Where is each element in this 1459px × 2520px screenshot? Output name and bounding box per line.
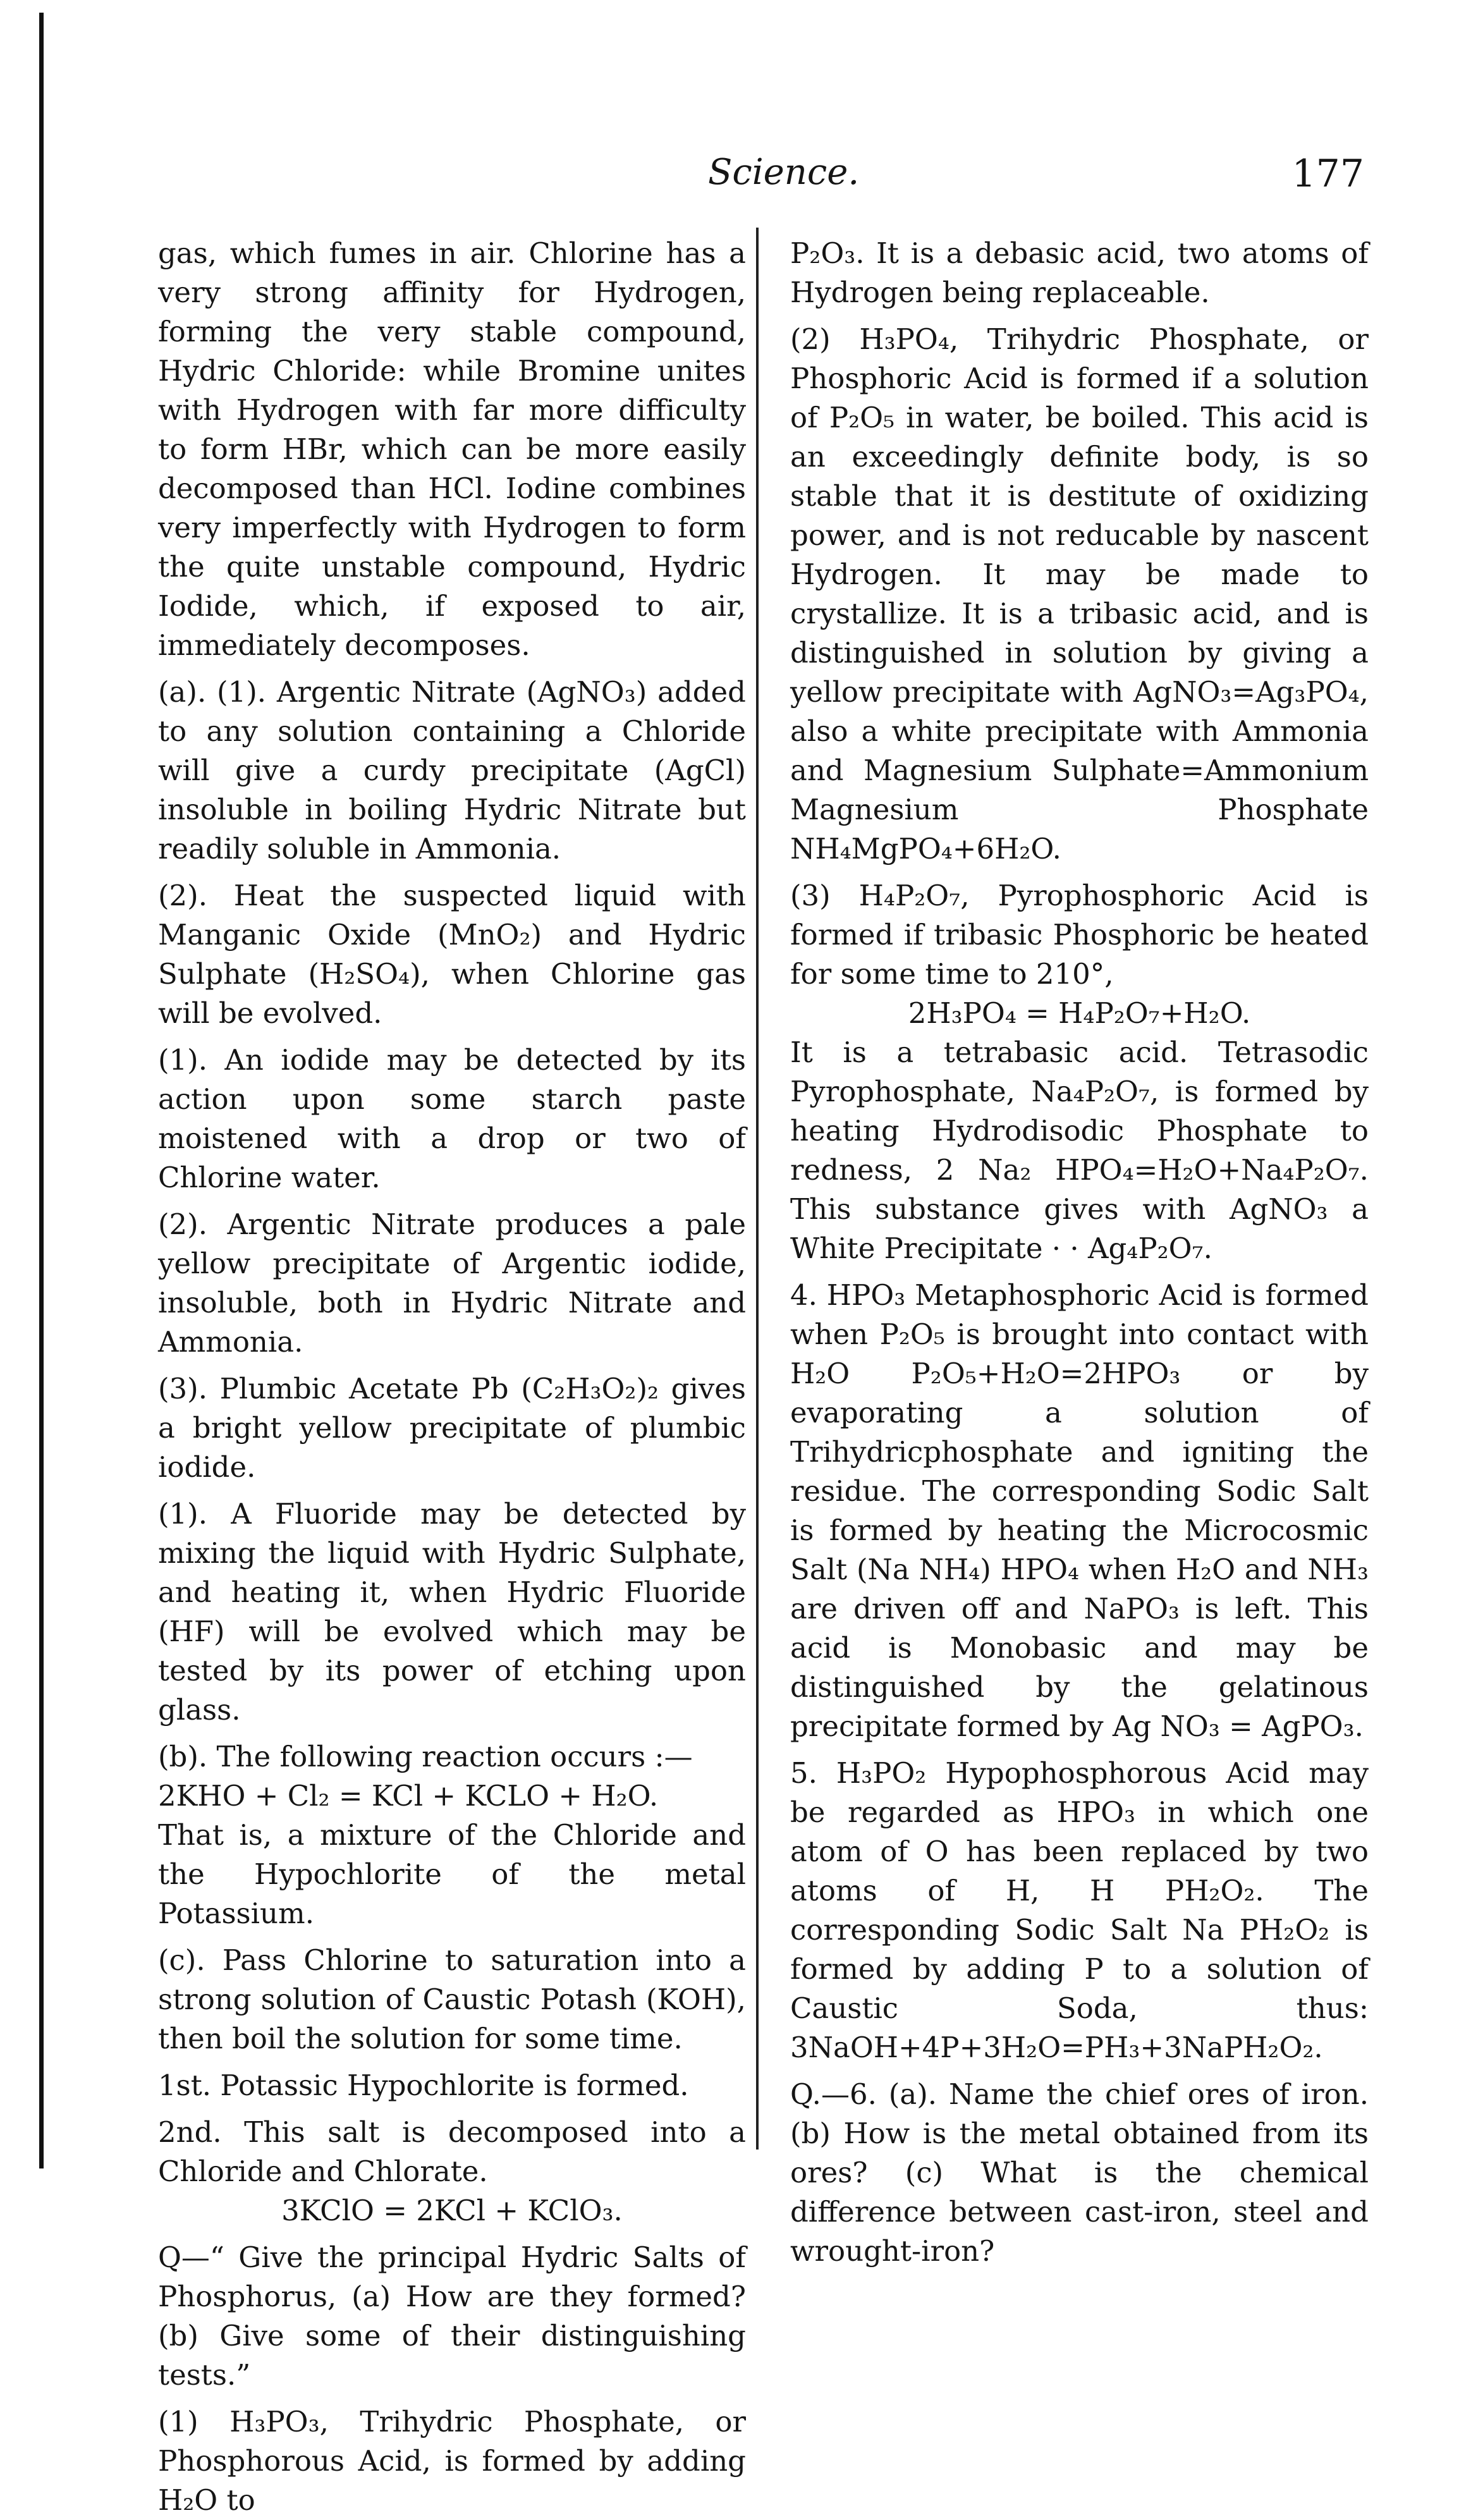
paragraph: 5. H₃PO₂ Hypophosphorous Acid may be regarded as HPO₃ in which one atom of O has been replaced by two atoms of H, H PH₂O₂. The corresponding Sodic Salt Na PH₂O₂ is formed by adding P to a solution of Caustic Soda, thus: 3NaOH+4P+3H₂O=PH₃+3NaPH₂O₂. <box>790 1756 1369 2064</box>
column-divider <box>756 228 759 2150</box>
question: Q.—6. (a). Name the chief ores of iron. (b) How is the metal obtained from its ores? (c) What is the chemical difference between cast-iron, steel and wrought-iron? <box>790 2077 1369 2268</box>
paragraph: P₂O₃. It is a debasic acid, two atoms of Hydrogen being replaceable. <box>790 236 1369 309</box>
left-column <box>158 234 746 2520</box>
equation: 2H₃PO₄ = H₄P₂O₇+H₂O. <box>908 996 1251 1030</box>
right-column <box>790 234 1369 2271</box>
binding-rule <box>39 13 44 2168</box>
paragraph: (1). A Fluoride may be detected by mixing the liquid with Hydric Sulphate, and heating it, when Hydric Fluoride (HF) will be evolved which may be tested by its power of etching upon glass. <box>158 1497 746 1727</box>
paragraph: (2). Argentic Nitrate produces a pale yellow precipitate of Argentic iodide, insoluble, both in Hydric Nitrate and Ammonia. <box>158 1208 746 1359</box>
paragraph: (3) H₄P₂O₇, Pyrophosphoric Acid is formed if tribasic Phosphoric be heated for some time to 210°, <box>790 879 1369 991</box>
paragraph: gas, which fumes in air. Chlorine has a very strong affinity for Hydrogen, forming the very stable compound, Hydric Chloride: while Bromine unites with Hydrogen with far more difficulty to form HBr, which can be more easily decomposed than HCl. Iodine combines very imperfectly with Hydrogen to form the quite unstable compound, Hydric Iodide, which, if exposed to air, immediately decomposes. <box>158 236 746 662</box>
page-number: 177 <box>1291 152 1364 196</box>
paragraph: (2) H₃PO₄, Trihydric Phosphate, or Phosphoric Acid is formed if a solution of P₂O₅ in water, be boiled. This acid is an exceedingly definite body, is so stable that it is destitute of oxidizing power, and is not reducable by nascent Hydrogen. It may be made to crystallize. It is a tribasic acid, and is distinguished in solution by giving a yellow precipitate with AgNO₃=Ag₃PO₄, also a white precipitate with Ammonia and Magnesium Sulphate=Ammonium Magnesium Phosphate NH₄MgPO₄+6H₂O. <box>790 322 1369 865</box>
question: Q—“ Give the principal Hydric Salts of Phosphorus, (a) How are they formed? (b) Give some of their distinguishing tests.” <box>158 2241 746 2392</box>
paragraph: (a). (1). Argentic Nitrate (AgNO₃) added to any solution containing a Chloride will give a curdy precipitate (AgCl) insoluble in boiling Hydric Nitrate but readily soluble in Ammonia. <box>158 675 746 865</box>
paragraph: (1). An iodide may be detected by its action upon some starch paste moistened with a drop or two of Chlorine water. <box>158 1043 746 1194</box>
equation: 2KHO + Cl₂ = KCl + KCLO + H₂O. <box>158 1779 659 1813</box>
running-title: Science. <box>708 152 860 193</box>
paragraph: (3). Plumbic Acetate Pb (C₂H₃O₂)₂ gives a bright yellow precipitate of plumbic iodide. <box>158 1372 746 1484</box>
paragraph: 1st. Potassic Hypochlorite is formed. <box>158 2069 689 2102</box>
page-header <box>0 152 1459 202</box>
equation: 3KClO = 2KCl + KClO₃. <box>281 2194 623 2227</box>
paragraph: 4. HPO₃ Metaphosphoric Acid is formed when P₂O₅ is brought into contact with H₂O P₂O₅+H₂O=2HPO₃ or by evaporating a solution of Trihydricphosphate and igniting the residue. The corresponding Sodic Salt is formed by heating the Microcosmic Salt (Na NH₄) HPO₄ when H₂O and NH₃ are driven off and NaPO₃ is left. This acid is Monobasic and may be distinguished by the gelatinous precipitate formed by Ag NO₃ = AgPO₃. <box>790 1278 1369 1743</box>
paragraph: (c). Pass Chlorine to saturation into a strong solution of Caustic Potash (KOH), then boil the solution for some time. <box>158 1943 746 2055</box>
paragraph: (b). The following reaction occurs :— <box>158 1740 693 1773</box>
paragraph: (2). Heat the suspected liquid with Manganic Oxide (MnO₂) and Hydric Sulphate (H₂SO₄), when Chlorine gas will be evolved. <box>158 879 746 1030</box>
paragraph: 2nd. This salt is decomposed into a Chloride and Chlorate. <box>158 2115 746 2188</box>
paragraph: It is a tetrabasic acid. Tetrasodic Pyrophosphate, Na₄P₂O₇, is formed by heating Hydrodisodic Phosphate to redness, 2 Na₂ HPO₄=H₂O+Na₄P₂O₇. This substance gives with AgNO₃ a White Precipitate · · Ag₄P₂O₇. <box>790 1036 1369 1265</box>
paragraph: That is, a mixture of the Chloride and the Hypochlorite of the metal Potassium. <box>158 1818 746 1930</box>
paragraph: (1) H₃PO₃, Trihydric Phosphate, or Phosphorous Acid, is formed by adding H₂O to <box>158 2405 746 2517</box>
